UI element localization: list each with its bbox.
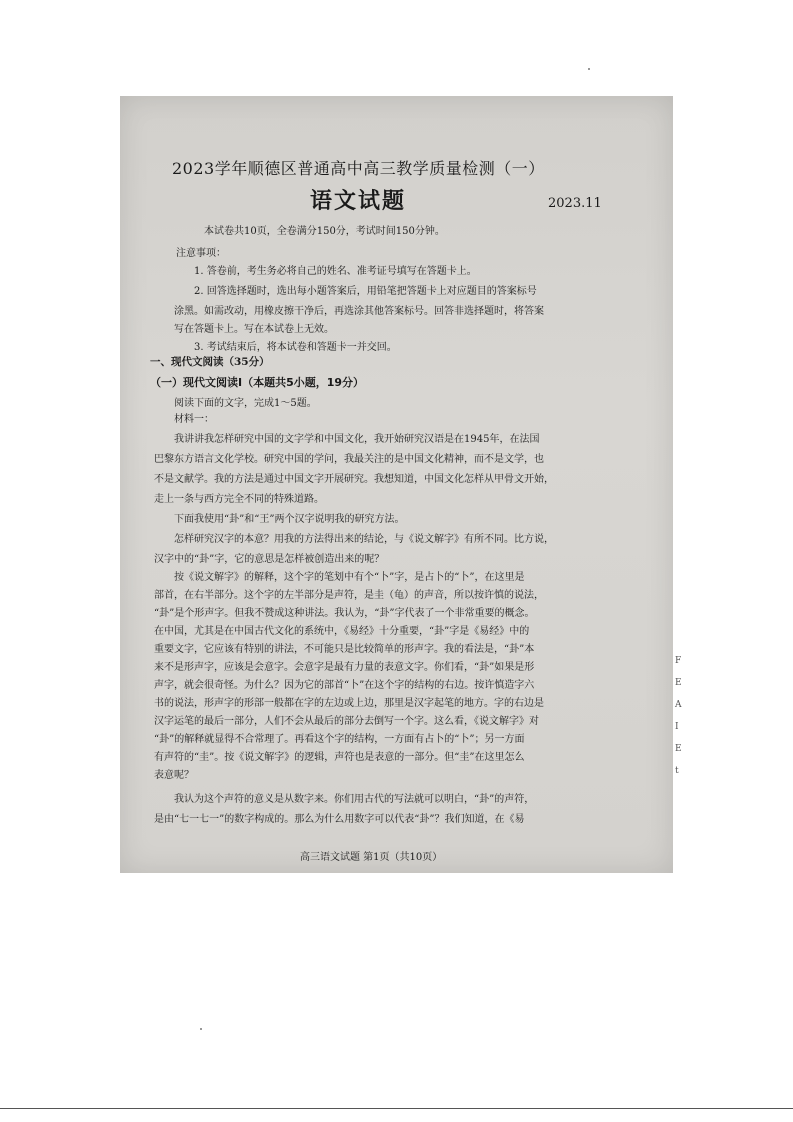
speck <box>200 1028 202 1030</box>
exam-date: 2023.11 <box>548 196 602 211</box>
body-line: 表意呢？ <box>154 770 194 781</box>
notice-item: 涂黑。如需改动，用橡皮擦干净后，再选涂其他答案标号。回答非选择题时，将答案 <box>174 306 544 317</box>
body-line: 部首，在右半部分。这个字的左半部分是声符，是圭（龟）的声音，所以按许慎的说法， <box>154 590 544 601</box>
body-line: 汉字中的“卦”字，它的意思是怎样被创造出来的呢？ <box>154 554 385 565</box>
edge-mark: E <box>675 678 682 688</box>
edge-mark: F <box>675 656 682 666</box>
body-line: 重要文字，它应该有特别的讲法，不可能只是比较简单的形声字。我的看法是，“卦”本 <box>154 644 535 655</box>
body-line: 我讲讲我怎样研究中国的文字学和中国文化，我开始研究汉语是在1945年，在法国 <box>174 434 540 445</box>
notice-heading: 注意事项： <box>176 248 226 259</box>
instruction: 阅读下面的文字，完成1～5题。 <box>174 398 317 409</box>
body-line: 书的说法，形声字的形部一般都在字的左边或上边，那里是汉字起笔的地方。字的右边是 <box>154 698 544 709</box>
part-heading: （一）现代文阅读Ⅰ（本题共5小题，19分） <box>150 376 365 389</box>
edge-mark: t <box>675 766 679 776</box>
material-label: 材料一： <box>174 414 214 425</box>
body-line: 不是文献学。我的方法是通过中国文字开展研究。我想知道，中国文化怎样从甲骨文开始， <box>154 474 554 485</box>
body-line: 在中国，尤其是在中国古代文化的系统中，《易经》十分重要，“卦”字是《易经》中的 <box>154 626 530 637</box>
body-line: 我认为这个声符的意义是从数字来。你们用古代的写法就可以明白，“卦”的声符， <box>174 794 535 805</box>
notice-item: 1. 答卷前，考生务必将自己的姓名、准考证号填写在答题卡上。 <box>194 266 477 277</box>
edge-mark: I <box>675 722 679 732</box>
body-line: “卦”的解释就显得不合常理了。再看这个字的结构，一方面有占卜的“卜”；另一方面 <box>154 734 525 745</box>
body-line: 是由“七一七一”的数字构成的。那么为什么用数字可以代表“卦”？我们知道，在《易 <box>154 814 525 825</box>
body-line: 巴黎东方语言文化学校。研究中国的学问，我最关注的是中国文化精神，而不是文学，也 <box>154 454 544 465</box>
edge-mark: A <box>675 700 682 710</box>
exam-info: 本试卷共10页，全卷满分150分，考试时间150分钟。 <box>204 226 445 237</box>
page-footer: 高三语文试题 第1页（共10页） <box>300 852 443 863</box>
body-line: 怎样研究汉字的本意？用我的方法得出来的结论，与《说文解字》有所不同。比方说， <box>174 534 554 545</box>
edge-mark: E <box>675 744 682 754</box>
notice-item: 写在答题卡上。写在本试卷上无效。 <box>174 324 334 335</box>
body-line: 声字，就会很奇怪。为什么？因为它的部首“卜”在这个字的结构的右边。按许慎造字六 <box>154 680 535 691</box>
body-line: 有声符的“圭”。按《说文解字》的逻辑，声符也是表意的一部分。但“圭”在这里怎么 <box>154 752 525 763</box>
edge-marks <box>675 650 687 782</box>
subject-title: 语文试题 <box>310 188 407 214</box>
bottom-rule <box>0 1108 793 1109</box>
body-line: 按《说文解字》的解释，这个字的笔划中有个“卜”字，是占卜的“卜”，在这里是 <box>174 572 525 583</box>
body-line: 来不是形声字，应该是会意字。会意字是最有力量的表意文字。你们看，“卦”如果是形 <box>154 662 535 673</box>
body-line: 走上一条与西方完全不同的特殊道路。 <box>154 494 324 505</box>
notice-item: 3. 考试结束后，将本试卷和答题卡一并交回。 <box>194 342 397 353</box>
body-line: 汉字运笔的最后一部分，人们不会从最后的部分去倒写一个字。这么看，《说文解字》对 <box>154 716 539 727</box>
section-heading: 一、现代文阅读（35分） <box>150 356 270 368</box>
exam-page-photo <box>120 96 673 873</box>
body-line: 下面我使用“卦”和“王”两个汉字说明我的研究方法。 <box>174 514 405 525</box>
body-line: “卦”是个形声字。但我不赞成这种讲法。我认为，“卦”字代表了一个非常重要的概念。 <box>154 608 535 619</box>
speck <box>588 68 590 70</box>
notice-item: 2. 回答选择题时，选出每小题答案后，用铅笔把答题卡上对应题目的答案标号 <box>194 286 537 297</box>
exam-title: 2023学年顺德区普通高中高三教学质量检测（一） <box>172 159 545 178</box>
